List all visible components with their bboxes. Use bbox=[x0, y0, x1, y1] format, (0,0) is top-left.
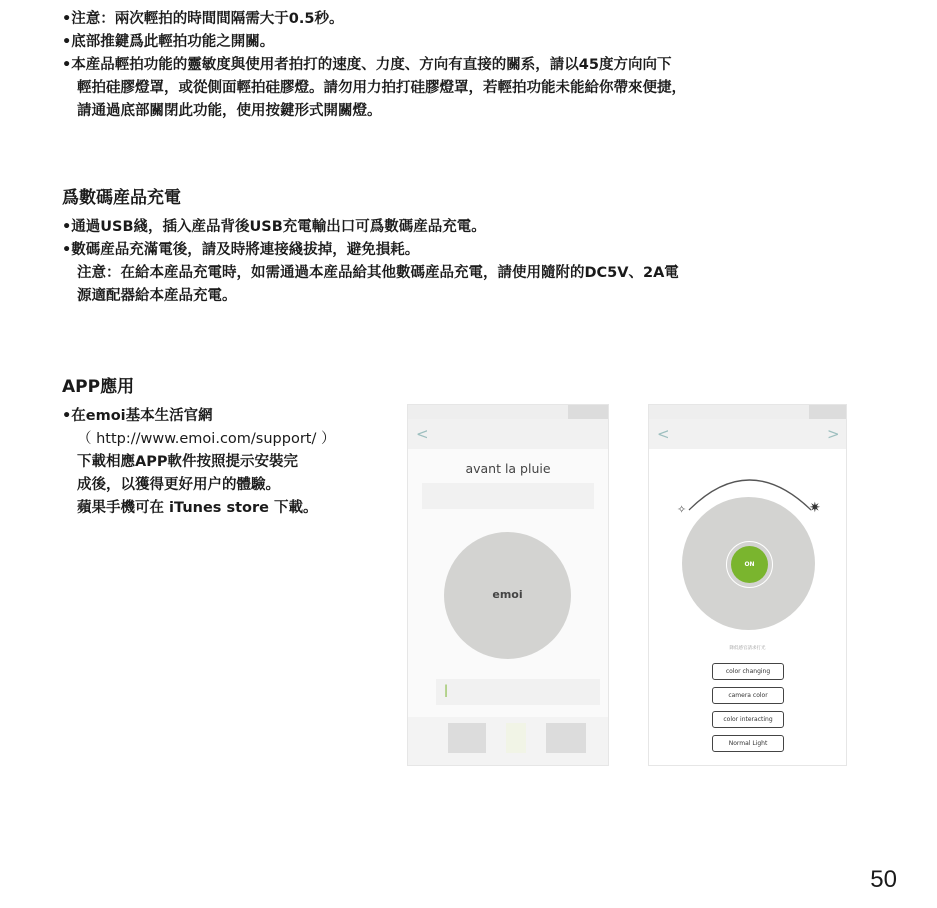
app-screenshot-control bbox=[648, 404, 847, 766]
note-line: •底部推鍵爲此輕拍功能之開關。 bbox=[62, 34, 275, 50]
dim-sun-icon: ✧ bbox=[677, 503, 687, 516]
charging-line: •通過USB綫，插入産品背後USB充電輸出口可爲數碼産品充電。 bbox=[62, 219, 486, 235]
mode-caption: 降低感官請求打光 bbox=[729, 646, 766, 651]
app-section bbox=[62, 375, 382, 520]
note-line: 請通過底部關閉此功能，使用按鍵形式開關燈。 bbox=[77, 103, 382, 119]
scene-title: avant la pluie bbox=[465, 461, 551, 476]
note-line: •注意：兩次輕拍的時間間隔需大于0.5秒。 bbox=[62, 11, 344, 27]
brand-label: emoi bbox=[492, 588, 523, 601]
app-line: •在emoi基本生活官網 bbox=[62, 408, 213, 424]
app-heading: APP應用 bbox=[62, 377, 135, 397]
tap-notes bbox=[62, 8, 862, 123]
app-screenshot-home bbox=[407, 404, 609, 766]
input-bar[interactable] bbox=[436, 679, 600, 705]
charging-line: •數碼産品充滿電後，請及時將連接綫拔掉，避免損耗。 bbox=[62, 242, 420, 258]
nav-bar bbox=[649, 419, 846, 449]
mode-button-color-changing[interactable]: color changing bbox=[712, 663, 784, 680]
note-line: •本産品輕拍功能的靈敏度與使用者拍打的速度、力度、方向有直接的關系，請以45度方向向下 bbox=[62, 57, 672, 73]
charging-line: 源適配器給本産品充電。 bbox=[77, 288, 237, 304]
back-chevron-icon[interactable]: < bbox=[657, 425, 670, 443]
charging-section bbox=[62, 186, 862, 308]
lamp-circle[interactable] bbox=[444, 532, 571, 659]
app-line: 蘋果手機可在 iTunes store 下載。 bbox=[77, 500, 318, 516]
note-line: 輕拍硅膠燈罩，或從側面輕拍硅膠燈。請勿用力拍打硅膠燈罩，若輕拍功能未能給你帶來便捷， bbox=[77, 80, 686, 96]
bottom-tab[interactable] bbox=[546, 723, 586, 753]
charging-line: 注意：在給本産品充電時，如需通過本産品給其他數碼産品充電，請使用隨附的DC5V、2A電 bbox=[77, 265, 679, 281]
mode-button-normal-light[interactable]: Normal Light bbox=[712, 735, 784, 752]
bottom-tab[interactable] bbox=[506, 723, 526, 753]
back-chevron-icon[interactable]: < bbox=[416, 425, 429, 443]
status-bar-block bbox=[568, 405, 608, 419]
bright-sun-icon: ✷ bbox=[809, 500, 821, 516]
charging-heading: 爲數碼産品充電 bbox=[62, 188, 181, 208]
bottom-tab[interactable] bbox=[448, 723, 486, 753]
app-line: 成後，以獲得更好用户的體驗。 bbox=[77, 477, 280, 493]
page-number: 50 bbox=[870, 866, 897, 893]
forward-chevron-icon[interactable]: > bbox=[827, 425, 840, 443]
app-url: （ http://www.emoi.com/support/ ） bbox=[77, 431, 336, 447]
nav-bar bbox=[408, 419, 608, 449]
subtitle-bar bbox=[422, 483, 594, 509]
input-cursor: | bbox=[444, 683, 449, 697]
power-on-button[interactable]: ON bbox=[731, 546, 768, 583]
app-line: 下載相應APP軟件按照提示安裝完 bbox=[77, 454, 298, 470]
mode-button-color-interacting[interactable]: color interacting bbox=[712, 711, 784, 728]
status-bar-block bbox=[809, 405, 846, 419]
mode-button-camera-color[interactable]: camera color bbox=[712, 687, 784, 704]
